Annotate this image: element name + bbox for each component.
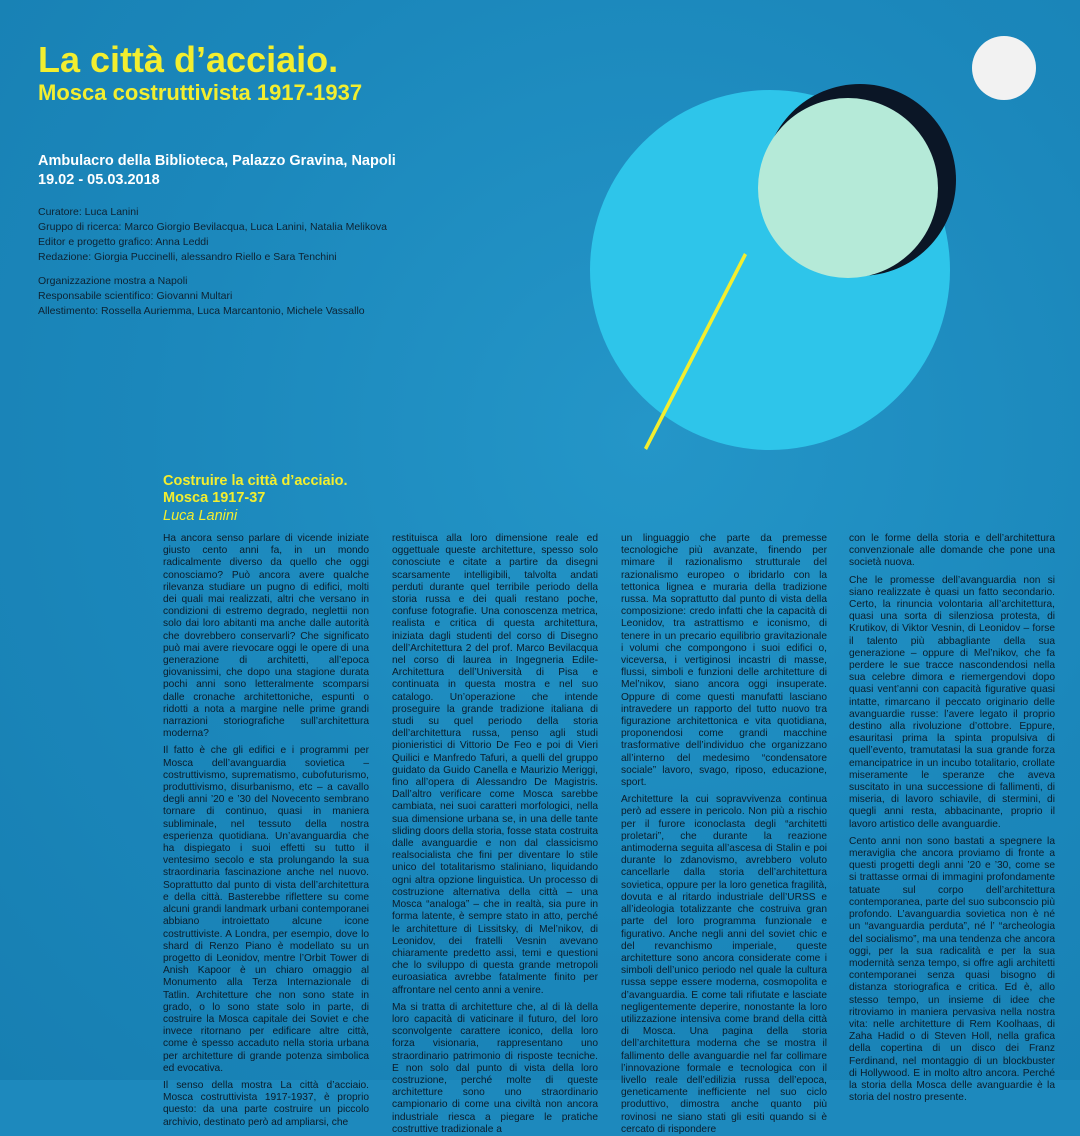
credit-line: Redazione: Giorgia Puccinelli, alessandro Riello e Sara Tenchini <box>38 251 337 263</box>
article-column-1 <box>163 533 369 1128</box>
credit-line: Gruppo di ricerca: Marco Giorgio Bevilacqua, Luca Lanini, Natalia Melikova <box>38 221 388 233</box>
organization-line: Allestimento: Rossella Auriemma, Luca Marcantonio, Michele Vassallo <box>38 305 365 317</box>
article-author: Luca Lanini <box>163 508 238 524</box>
paragraph: Cento anni non sono bastati a spegnere la meraviglia che ancora proviamo di fronte a questi progetti degli anni ’20 e ’30, come se si trattasse ormai di immagini profondamente tatuate sul corpo dell’architettura contemporanea, parte del suo subconscio più profondo. L’avanguardia sovietica non è né un “avanguardia perduta”, né l’ “archeologia del socialismo”, ma una tendenza che ancora oggi, per la sua radicalità e per la sua modernità senza tempo, si offre agli architetti contemporanei senza quasi bisogno di distanza storiografica e critica. Ed è, allo stesso tempo, un insieme di idee che ritroviamo in maniera pervasiva nella nostra vita: nelle architetture di Rem Koolhaas, di Zaha Hadid o di Steven Holl, nella grafica della copertina di un disco dei Franz Ferdinand, nel montaggio di un blockbuster di Hollywood. E in molto altro ancora. Perché la storia della Mosca delle avanguardie è la storia del nostro presente. <box>849 835 1055 1104</box>
article-column-2 <box>392 533 598 1135</box>
article-heading <box>163 473 463 525</box>
exhibition-dates: 19.02 - 05.03.2018 <box>38 172 160 188</box>
constructivist-artwork <box>560 20 1060 460</box>
paragraph: Il senso della mostra La città d’acciaio. Mosca costruttivista 1917-1937, è proprio questo: da una parte costruire un piccolo archivio, destinato però ad ampliarsi, che <box>163 1079 369 1128</box>
paragraph: Architetture la cui sopravvivenza continua però ad essere in pericolo. Non più a rischio per il furore iconoclasta degli “architetti proletari”, che durante la reazione antimoderna seguita all’ascesa di Stalin e poi durante lo zdanovismo, avrebbero voluto cancellarle dalla storia dell’architettura sovietica, oppure per la loro genetica fragilità, dovuta e al ritardo industriale dell’URSS e all’ideologia totalizzante che costruiva gran parte del loro programma funzionale e figurativo. Anche negli anni del soviet chic e del revanchismo imperiale, queste architetture sono ancora considerate come i simboli dell’unico periodo nel quale la cultura russa seppe essere moderna, cosmopolita e d’avanguardia. E come tali rifiutate e lasciate negligentemente deperire, nonostante la loro utilizzazione intensiva come brand della città di Mosca. Una pagina della storia dell’architettura moderna che se mostra il fallimento delle avanguardie nel far collimare l’innovazione formale e tecnologica con il livello reale dell’edilizia russa dell’epoca, geneticamente inefficiente nel suo ciclo produttivo, dimostra anche quanto più rovinosi ne siano stati gli esiti quando si è cercato di rispondere <box>621 794 827 1135</box>
venue-name: Ambulacro della Biblioteca, Palazzo Gravina, Napoli <box>38 153 396 169</box>
paragraph: Ma si tratta di architetture che, al di là della loro capacità di vaticinare il futuro, del loro sconvolgente carattere iconico, della loro forza visionaria, rappresentano uno straordinario patrimonio di risposte tecniche. E non solo dal punto di vista della loro costruzione, perché molte di queste architetture sono uno straordinario campionario di come una civiltà non ancora industriale riesca a piegare le pratiche costruttive tradizionale a <box>392 1001 598 1135</box>
article-column-4 <box>849 533 1055 1104</box>
credit-line: Curatore: Luca Lanini <box>38 206 139 218</box>
paragraph: Che le promesse dell’avanguardia non si siano realizzate è quasi un fatto secondario. Certo, la rinuncia volontaria all’architettura, quasi una sorta di silenziosa protesta, di Krutikov, di Viktor Vesnin, di Leonidov – forse il talento più abbagliante della sua generazione – oppure di Mel’nikov, che fa perdere le sue tracce nascondendosi nella sua celebre dimora e riemergendovi dopo quasi vent’anni con capacità figurative quasi intatte, rimarcano il peccato originario delle avanguardie russe: l’avere legato il proprio destino alla rivoluzione d’ottobre. Eppure, esauritasi prima la spinta propulsiva di quell’evento, tramutatasi la sua grande forza emancipatrice in un incubo totalitario, crollate miseramente le speranze che aveva suscitato in una successione di fallimenti, di miseria, di lavoro schiavile, di stermini, di quegli anni resta, abbacinante, proprio il lavoro artistico delle avanguardie. <box>849 574 1055 830</box>
article-title-line2: Mosca 1917-37 <box>163 490 266 506</box>
article-title-line1: Costruire la città d’acciaio. <box>163 473 348 489</box>
organization-line: Responsabile scientifico: Giovanni Multari <box>38 290 233 302</box>
paragraph: restituisca alla loro dimensione reale ed oggettuale queste architetture, spesso solo conosciute e citate a partire da disegni scarsamente intelligibili, talvolta andati perduti durante quel terribile periodo della storia russa e dei quali restano poche, confuse fotografie. Una conoscenza metrica, realista e critica di questa architettura, iniziata dagli studenti del corso di Disegno dell’Architettura 2 del prof. Marco Bevilacqua nel corso di laurea in Ingegneria Edile-Architettura dell’Università di Pisa e continuata in questa mostra e nel suo catalogo. Un’operazione che intende proseguire la grande tradizione italiana di studi su quel periodo della storia dell’architettura russa, penso agli studi pionieristici di Vittorio De Feo e poi di Vieri Quilici e Manfredo Tafuri, a quelli del gruppo guidato da Guido Canella e Maurizio Meriggi, fino all’opera di Alessandro De Magistris. Dall’altro verificare come Mosca sarebbe cambiata, nei suoi caratteri morfologici, nella sua dimensione urbana se, in una delle tante sliding doors della storia, fosse stata costruita dalle avanguardie e non dal classicismo realsocialista che fini per diventare lo stile unico del totalitarismo staliniano, liquidando ogni altra opzione linguistica. Un processo di costruzione alternativa della città – una Mosca “analoga” – che in realtà, sia pure in forma latente, è sempre stato in atto, perché le architetture di Lissitsky, di Mel’nikov, di Leonidov, dei fratelli Vesnin avevano chiaramente predetto assi, temi e questioni che lo sviluppo di questa grande metropoli euroasiatica avrebbe fatalmente finito per affrontare nel cento anni a venire. <box>392 533 598 996</box>
venue-block <box>38 152 396 190</box>
paragraph: Il fatto è che gli edifici e i programmi per Mosca dell’avanguardia sovietica – costruttivismo, suprematismo, cubofuturismo, produttivismo, disurbanismo, etc – a cavallo degli anni ’20 e ’30 del Novecento sembrano tornare di continuo, quasi in maniera subliminale, nel tessuto della nostra esperienza quotidiana. Un’avanguardia che ha dispiegato i suoi effetti su tutto il ventesimo secolo e sta prolungando la sua straordinaria fascinazione anche nel nuovo. Soprattutto dal punto di vista dell’architettura e della città. Basterebbe riflettere su come alcuni grandi landmark urbani contemporanei abbiano introiettato alcune icone costruttiviste. A Londra, per esempio, dove lo shard di Renzo Piano è modellato su un progetto di Leonidov, mentre l’Orbit Tower di Anish Kapoor è un chiaro omaggio al Monumento alla Terza Internazionale di Tatlin. Architetture che non sono state in grado, o lo sono state solo in parte, di costruire la Mosca capitale dei Soviet e che invece ritornano per edificare altre città, come è spesso accaduto nella storia urbana per architetture di grande potenza simbolica ed evocativa. <box>163 745 369 1074</box>
paragraph: un linguaggio che parte da premesse tecnologiche più avanzate, finendo per mimare il razionalismo strutturale del razionalismo europeo o ibridarlo con la tettonica lignea e muraria della tradizione russa. Ma soprattutto dal punto di vista della composizione: credo infatti che la capacità di Leonidov, tra astrattismo e iconismo, di tenere in un precario equilibrio gravitazionale i volumi che compongono i suoi edifici o, viceversa, i vertiginosi incastri di masse, flussi, simboli e funzioni delle architetture di Mel’nikov, siano ancora oggi insuperate. Oppure di come questi manufatti lasciano intravedere un rapporto del tutto nuovo tra figurazione architettonica e vita quotidiana, proponendosi come grandi macchine trasformative dell’individuo che organizzano all’interno del medesimo “condensatore sociale” lavoro, svago, riposo, educazione, sport. <box>621 533 827 789</box>
paragraph: Ha ancora senso parlare di vicende iniziate giusto cento anni fa, in un mondo radicalmente diverso da quello che oggi conosciamo? Può ancora avere qualche rilevanza studiare un pugno di edifici, molti dei quali mai realizzati, altri che versano in condizioni di estremo degrado, neglettii non solo dai loro abitanti ma anche dalle autorità che dovrebbero conservarli? Che significato può mai avere rievocare oggi le opere di una generazione di architetti, all’epoca giovanissimi, che dopo una stagione durata pochi anni sono letteralmente scomparsi dalle cronache architettoniche, espunti o ridotti a nota a margine nelle prime grandi narrazioni storiografiche sull’architettura moderna? <box>163 533 369 740</box>
poster-subtitle: Mosca costruttivista 1917-1937 <box>38 80 363 105</box>
credits-block <box>38 205 418 265</box>
organization-block <box>38 274 418 319</box>
credit-line: Editor e progetto grafico: Anna Leddi <box>38 236 209 248</box>
organization-line: Organizzazione mostra a Napoli <box>38 275 188 287</box>
mint-circle <box>758 98 938 278</box>
article-column-3 <box>621 533 827 1135</box>
paragraph: con le forme della storia e dell’architettura convenzionale alle domande che pone una società nuova. <box>849 533 1055 569</box>
white-moon <box>972 36 1036 100</box>
poster-title: La città d’acciaio. <box>38 39 339 80</box>
